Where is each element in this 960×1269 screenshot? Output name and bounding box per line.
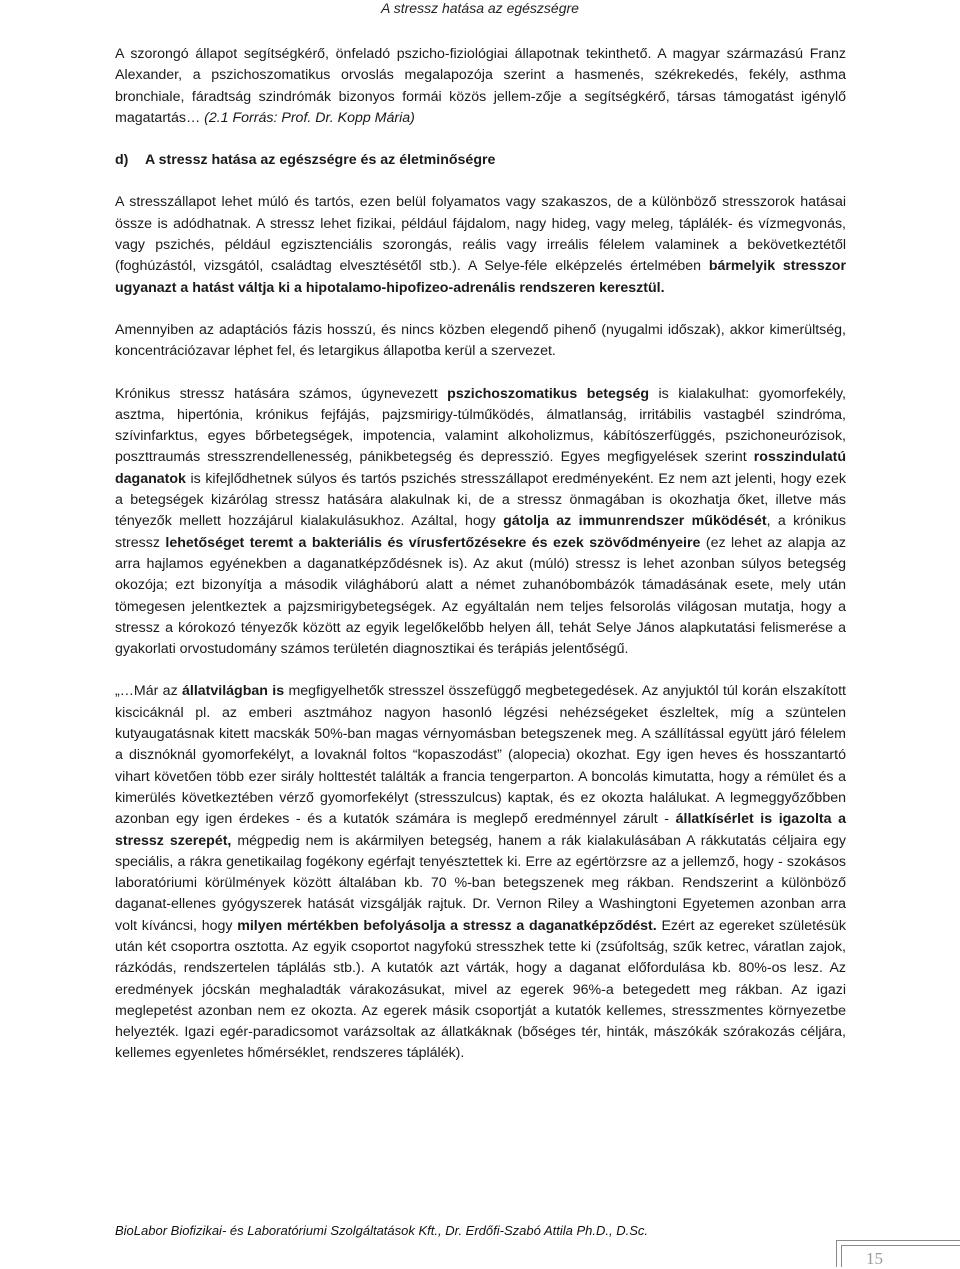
- page-number: 15: [866, 1249, 883, 1268]
- paragraph-animal-studies: „…Már az állatvilágban is megfigyelhetők stresszel összefüggő megbetegedések. Az anyjuktól túl korán elszakított kiscicáknál pl. az emberi asztmához nagyon hasonló légzési nehézségeket észleltek, míg a szüntelen kutyaugatásnak kitett macskák 50%-ban magas vérnyomásban betegszenek meg. A szállítással együtt járó félelem a disznóknál gyomorfekélyt, a lovaknál foltos “kopaszodást” (alopecia) okozhat. Egy igen heves és hosszantartó vihart követően több ezer sirály holttestét találták a francia tengerparton. A boncolás kimutatta, hogy a rémület és a kimerülés következtében vérző gyomorfekélyt (stresszulcus) kaptak, és ez okozta halálukat. A legmeggyőzőbben azonban egy igen érdekes - és a kutatók számára is meglepő eredménnyel zárult - állatkísérlet is igazolta a stressz szerepét, mégpedig nem is akármilyen betegség, hanem a rák kialakulásában A rákkutatás céljaira egy speciális, a rákra genetikailag fogékony egérfajt tenyésztettek ki. Erre az egértörzsre az a jellemző, hogy - szokásos laboratóriumi körülmények között általában kb. 70 %-ban betegszenek meg rákban. Rendszerint a különböző daganat-ellenes gyógyszerek hatását vizsgálják rajtuk. Dr. Vernon Riley a Washingtoni Egyetemen azonban arra volt kíváncsi, hogy milyen mértékben befolyásolja a stressz a daganatképződést. Ezért az egereket születésük után két csoportra osztotta. Az egyik csoportot nagyfokú stresszhek tette ki (zsúfoltság, szűk ketrec, váratlan zajok, rázkódás, rendszertelen táplálás stb.). A kutatók azt várták, hogy a daganat előfordulása kb. 80%-os lesz. Az eredmények jócskán meghaladták várakozásukat, mivel az egerek 96%-a betegedett meg rákban. Az igazi meglepetést azonban nem ez okozta. Az egerek másik csoportját a kutatók kellemes, stresszmentes környezetbe helyezték. Igazi egér-paradicsomot varázsoltak az állatkáknak (bőséges tér, hinták, mászókák szórakozás céljára, kellemes egyenletes hőmérséklet, rendszeres táplálék).: [115, 683, 847, 1062]
- citation: (2.1 Forrás: Prof. Dr. Kopp Mária): [204, 109, 415, 126]
- paragraph-stress-types: A stresszállapot lehet múló és tartós, ezen belül folyamatos vagy szakaszos, de a különböző stresszorok hatásai össze is adódhatnak. A stressz lehet fizikai, például fájdalom, nagy hideg, vagy meleg, táplálék- és vízmegvonás, vagy pszichés, például egzisztenciális szorongás, reális vagy irreális félelem valaminek a bekövetkeztétől (foghúzástól, vizsgától, családtag elvesztésétől stb.). A Selye-féle elképzelés értelmében bármelyik stresszor ugyanazt a hatást váltja ki a hipotalamo-hipofizeo-adrenális rendszeren keresztül.: [115, 194, 846, 296]
- section-title: A stressz hatása az egészségre és az életminőségre: [145, 152, 496, 169]
- footer-text: BioLabor Biofizikai- és Laboratóriumi Szolgáltatások Kft., Dr. Erdőfi-Szabó Attila Ph.D., D.Sc.: [115, 1223, 648, 1238]
- section-label: d): [115, 152, 129, 169]
- paragraph-adaptation: Amennyiben az adaptációs fázis hosszú, és nincs közben elegendő pihenő (nyugalmi időszak), akkor kimerültség, koncentrációzavar léphet fel, és letargikus állapotba kerül a szervezet.: [115, 321, 846, 360]
- document-body: [115, 44, 846, 1065]
- running-header: A stressz hatása az egészségre: [381, 0, 579, 16]
- page-number-frame: [841, 1245, 960, 1267]
- section-heading: [115, 150, 846, 171]
- paragraph-chronic-stress: Krónikus stressz hatására számos, úgynevezett pszichoszomatikus betegség is kialakulhat: gyomorfekély, asztma, hipertónia, krónikus fejfájás, pajzsmirigy-túlműködés, álmatlanság, irritábilis vastagbél szindróma, szívinfarktus, egyes bőrbetegségek, impotencia, valamint alkoholizmus, kábítószerfüggés, pszichoneurózisok, poszttraumás stresszrendellenesség, pánikbetegség és depresszió. Egyes megfigyelések szerint rosszindulatú daganatok is kifejlődhetnek súlyos és tartós pszichés stresszállapot eredményeként. Ez nem azt jelenti, hogy ezek a betegségek kizárólag stressz hatására alakulnak ki, de a stressz önmagában is okozhatja őket, illetve más tényezők mellett hozzájárul kialakulásukhoz. Azáltal, hogy gátolja az immunrendszer működését, a krónikus stressz lehetőséget teremt a bakteriális és vírusfertőzésekre és ezek szövődményeire (ez lehet az alapja az arra hajlamos egyénekben a daganatképződésnek is). Az akut (múló) stressz is lehet azonban súlyos betegség okozója; ezt bizonyítja a második világháború alatt a német zuhanóbombázók támadásának esete, mely után tömegesen jelentkeztek a pajzsmirigybetegségek. Az egyáltalán nem teljes felsorolás világosan mutatja, hogy a stressz a kórokozó tényezők között az egyik legelőkelőbb helyen áll, tehát Selye János alapkutatási felismerése a gyakorlati orvostudomány számos területén diagnosztikai és terápiás jelentőségű.: [115, 385, 847, 658]
- page-number-box: [836, 1240, 960, 1267]
- paragraph-intro: A szorongó állapot segítségkérő, önfeladó pszicho-fiziológiai állapotnak tekinthető. A magyar származású Franz Alexander, a pszichoszomatikus orvoslás megalapozója szerint a hasmenés, székrekedés, fekély, asthma bronchiale, fáradtság szindrómák bizonyos formái közös jellem-zője a segítségkérő, társas támogatást igénylő magatartás… (2.1 Forrás: Prof. Dr. Kopp Mária): [115, 46, 846, 126]
